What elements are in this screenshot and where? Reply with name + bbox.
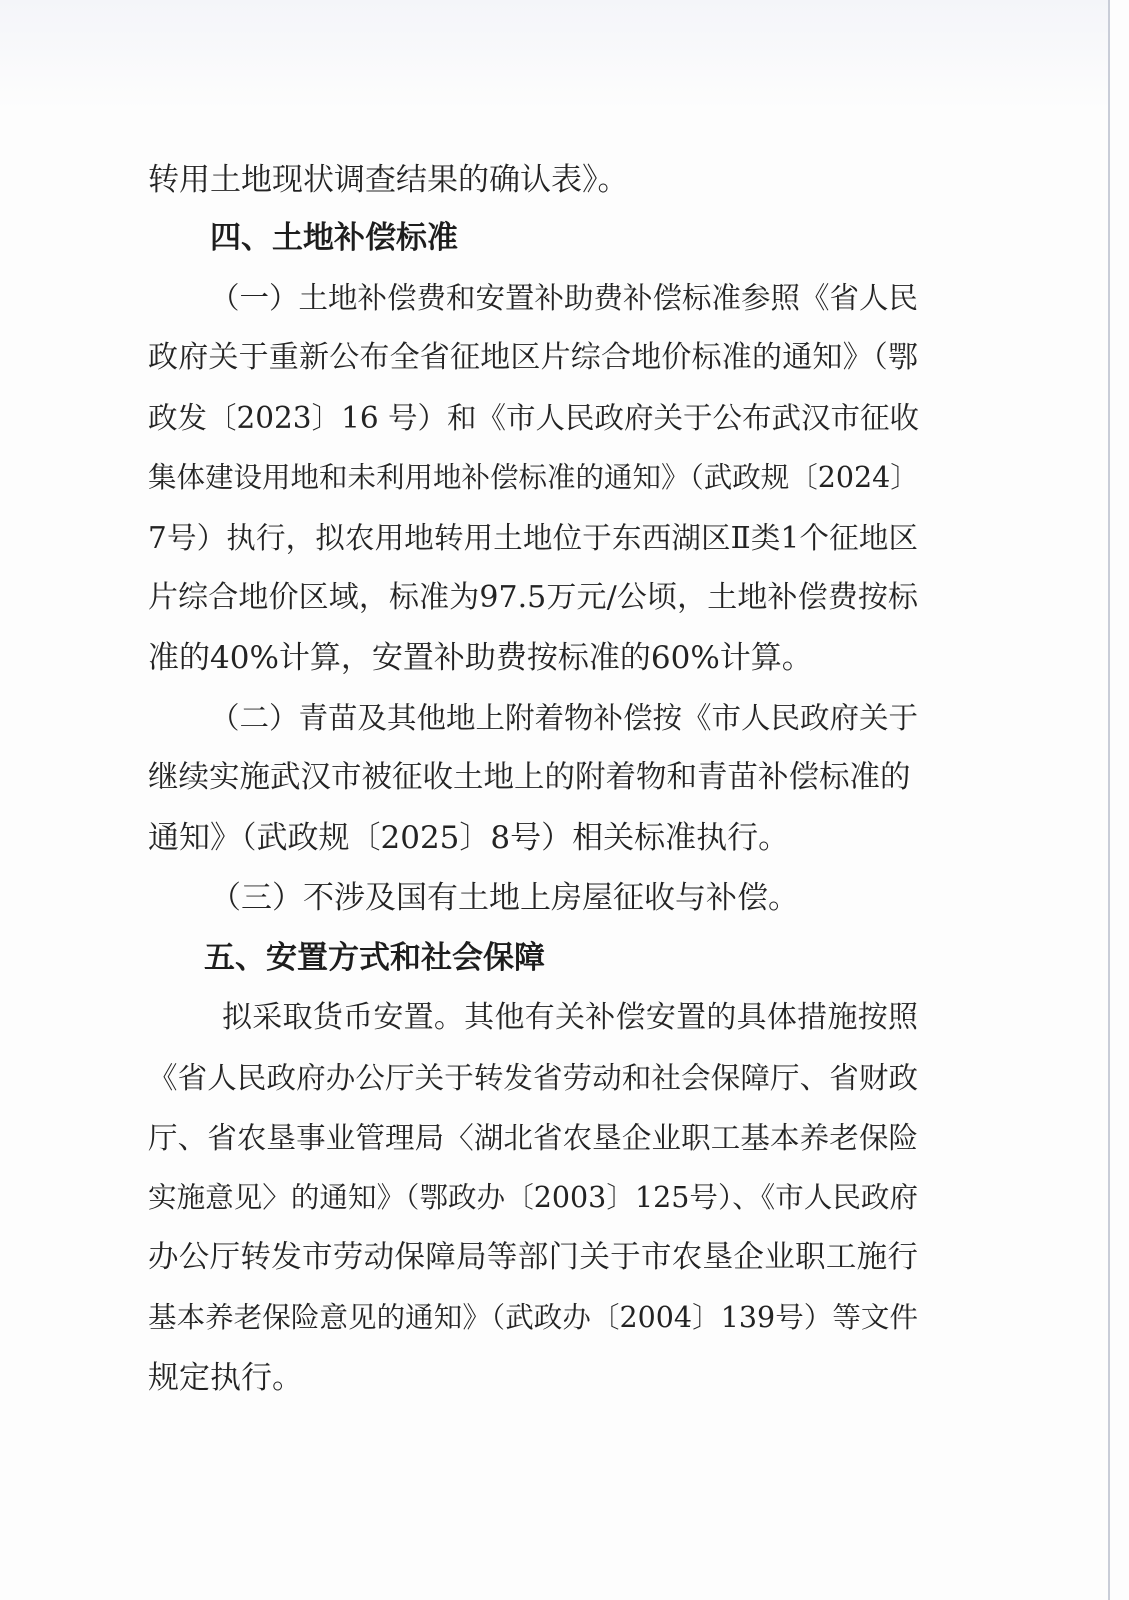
text-line-6: 集体建设用地和未利用地补偿标准的通知》（武政规〔2024〕 bbox=[148, 461, 919, 494]
section-heading-5: 五、安置方式和社会保障 bbox=[204, 940, 545, 976]
page-edge-line bbox=[1108, 0, 1110, 1600]
text-line-10: （二）青苗及其他地上附着物补偿按《市人民政府关于 bbox=[210, 701, 919, 735]
text-line-13: （三）不涉及国有土地上房屋征收与补偿。 bbox=[210, 880, 799, 916]
text-line-15: 拟采取货币安置。其他有关补偿安置的具体措施按照 bbox=[222, 1000, 918, 1035]
text-line-17: 厅、省农垦事业管理局〈湖北省农垦企业职工基本养老保险 bbox=[148, 1121, 918, 1155]
section-heading-4: 四、土地补偿标准 bbox=[210, 220, 458, 256]
text-line-5: 政发〔2023〕16 号）和《市人民政府关于公布武汉市征收 bbox=[148, 401, 919, 435]
text-line-11: 继续实施武汉市被征收土地上的附着物和青苗补偿标准的 bbox=[148, 760, 911, 795]
text-line-4: 政府关于重新公布全省征地区片综合地价标准的通知》（鄂 bbox=[148, 340, 918, 375]
text-line-20: 基本养老保险意见的通知》（武政办〔2004〕139号）等文件 bbox=[148, 1301, 918, 1334]
text-line-18: 实施意见〉的通知》（鄂政办〔2003〕125号）、《市人民政府 bbox=[148, 1181, 918, 1214]
text-line-16: 《省人民政府办公厅关于转发省劳动和社会保障厅、省财政 bbox=[148, 1061, 918, 1095]
scan-top-shade bbox=[0, 0, 1108, 110]
text-line-12: 通知》（武政规〔2025〕8号）相关标准执行。 bbox=[148, 820, 790, 856]
text-line-7: 7号）执行，拟农用地转用土地位于东西湖区Ⅱ类1个征地区 bbox=[148, 521, 918, 555]
text-line-3: （一）土地补偿费和安置补助费补偿标准参照《省人民 bbox=[210, 281, 919, 315]
text-line-9: 准的40%计算，安置补助费按标准的60%计算。 bbox=[148, 640, 813, 676]
text-line-21: 规定执行。 bbox=[148, 1360, 303, 1396]
text-line-8: 片综合地价区域，标准为97.5万元/公顷，土地补偿费按标 bbox=[148, 580, 918, 615]
text-line-1: 转用土地现状调查结果的确认表》。 bbox=[148, 162, 629, 198]
text-line-19: 办公厅转发市劳动保障局等部门关于市农垦企业职工施行 bbox=[148, 1240, 918, 1275]
